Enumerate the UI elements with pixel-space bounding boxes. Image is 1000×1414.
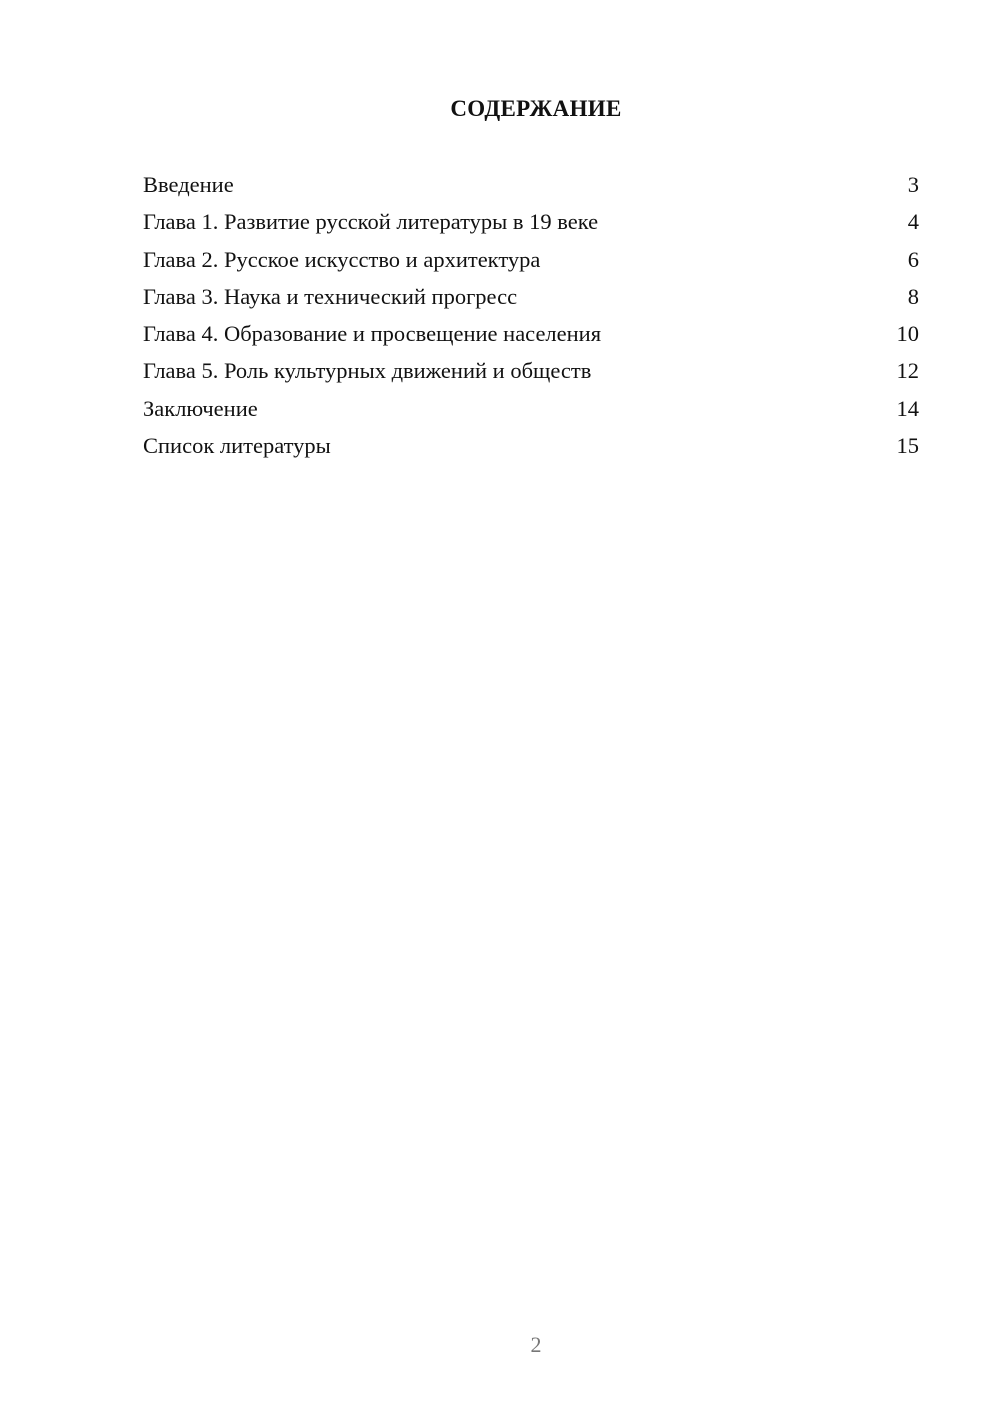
toc-entry-label: Глава 1. Развитие русской литературы в 19 веке xyxy=(143,209,599,235)
toc-entry-label: Глава 2. Русское искусство и архитектура xyxy=(143,246,541,272)
toc-entry-conclusion xyxy=(143,394,919,431)
toc-entry-chapter-3 xyxy=(143,282,919,319)
toc-entry-label: Глава 3. Наука и технический прогресс xyxy=(143,283,518,309)
toc-entry-chapter-5 xyxy=(143,356,919,393)
page-title: СОДЕРЖАНИЕ xyxy=(450,96,622,121)
toc-entry-page: 15 xyxy=(896,433,919,459)
toc-entry-label: Глава 5. Роль культурных движений и обществ xyxy=(143,358,592,384)
toc-entry-page: 8 xyxy=(907,283,919,309)
toc-entry-page: 10 xyxy=(896,321,919,347)
toc-entry-label: Глава 4. Образование и просвещение населения xyxy=(143,321,602,347)
toc-entry-page: 3 xyxy=(907,172,919,197)
page-number: 2 xyxy=(530,1332,542,1357)
toc-entry-page: 6 xyxy=(907,246,919,272)
toc-entry-page: 4 xyxy=(907,209,919,235)
toc-entry-introduction xyxy=(143,170,919,207)
toc-entry-chapter-1 xyxy=(143,207,919,244)
toc-entry-chapter-2 xyxy=(143,245,919,282)
toc-entry-page: 14 xyxy=(896,395,919,421)
table-of-contents xyxy=(143,170,919,468)
toc-entry-label: Введение xyxy=(143,172,234,197)
toc-entry-page: 12 xyxy=(896,358,919,384)
toc-entry-label: Заключение xyxy=(143,395,258,421)
toc-entry-label: Список литературы xyxy=(143,433,331,459)
toc-entry-bibliography xyxy=(143,431,919,468)
toc-entry-chapter-4 xyxy=(143,319,919,356)
